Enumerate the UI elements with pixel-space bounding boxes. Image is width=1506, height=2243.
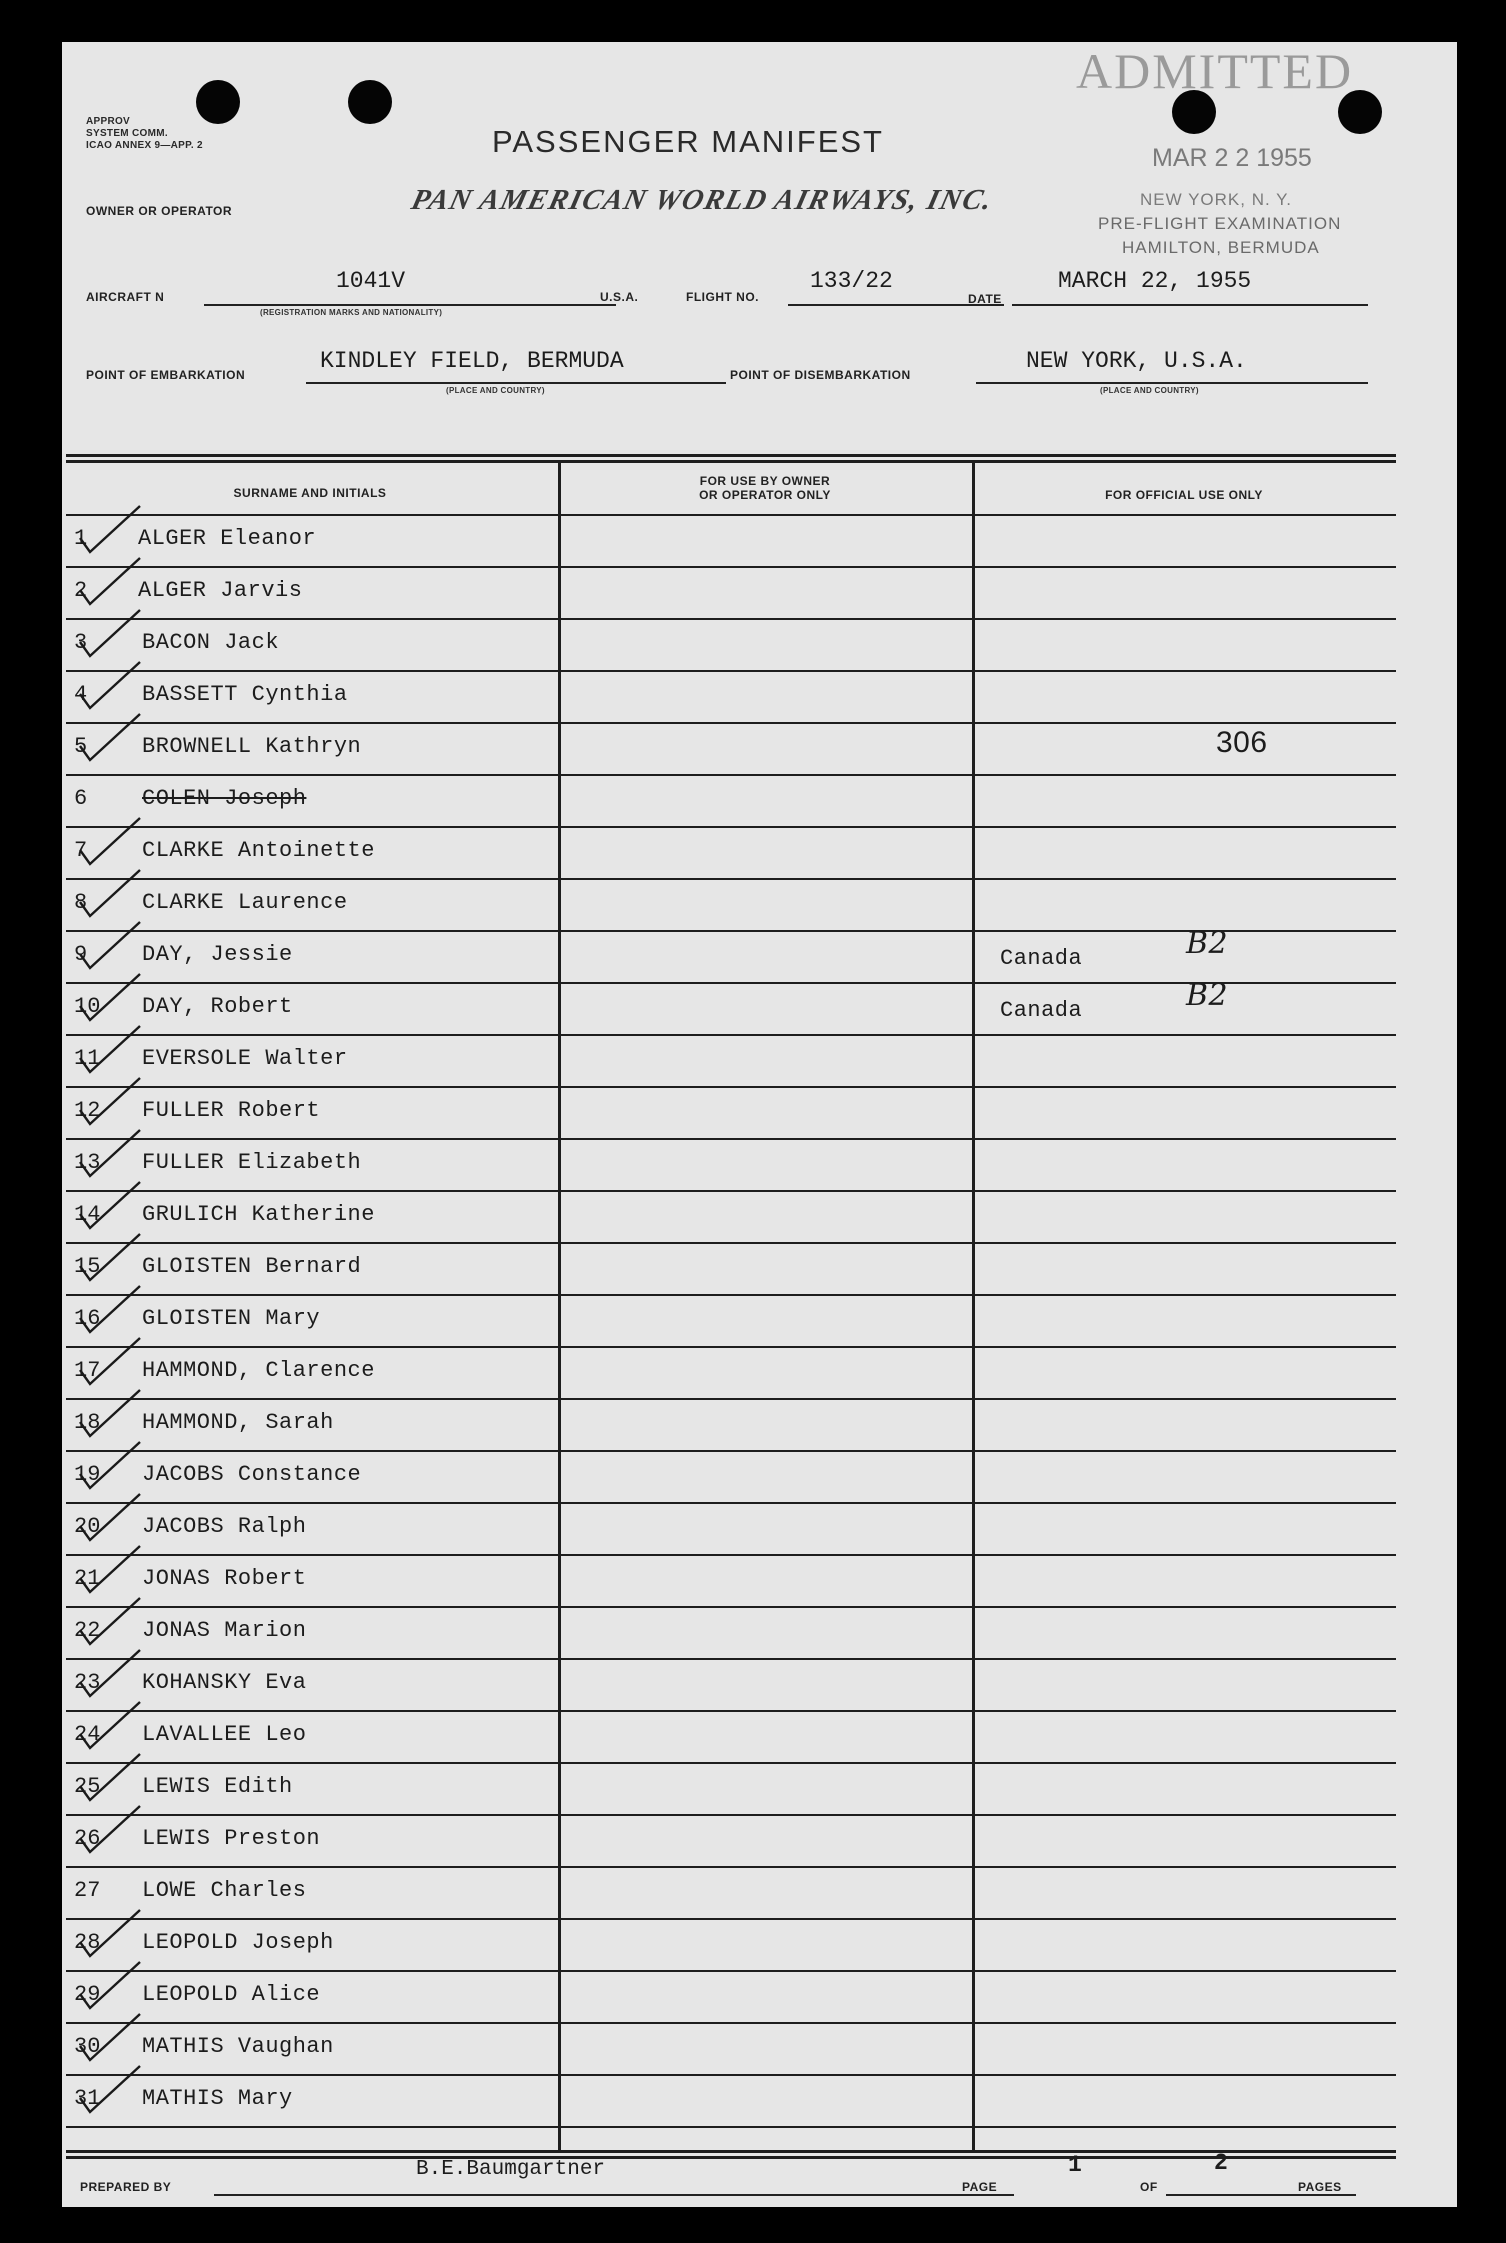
- row-line: [66, 566, 1396, 568]
- column-header-owner-2: OR OPERATOR ONLY: [699, 488, 831, 502]
- aircraft-caption: (REGISTRATION MARKS AND NATIONALITY): [260, 308, 443, 317]
- aircraft-label: AIRCRAFT N: [86, 290, 165, 304]
- passenger-name: EVERSOLE Walter: [142, 1046, 348, 1071]
- stamp-line1: NEW YORK, N. Y.: [1140, 190, 1292, 209]
- passenger-name: HAMMOND, Sarah: [142, 1410, 334, 1435]
- row-number: 10: [74, 994, 101, 1019]
- passenger-name: LAVALLEE Leo: [142, 1722, 307, 1747]
- stamp-line2: PRE-FLIGHT EXAMINATION: [1098, 214, 1342, 233]
- passenger-name: LEWIS Preston: [142, 1826, 321, 1851]
- date-value: MARCH 22, 1955: [1058, 268, 1252, 294]
- disembark-underline: [976, 382, 1368, 384]
- row-number: 5: [74, 734, 88, 759]
- row-line: [66, 1034, 1396, 1036]
- table-top-border: [66, 460, 1396, 463]
- manifest-sheet: [62, 42, 1457, 2207]
- row-number: 24: [74, 1722, 101, 1747]
- row-line: [66, 2074, 1396, 2076]
- check-mark-icon: [76, 1282, 146, 1338]
- row-line: [66, 1138, 1396, 1140]
- passenger-name: JACOBS Constance: [142, 1462, 362, 1487]
- row-line: [66, 1814, 1396, 1816]
- official-nationality: Canada: [1000, 998, 1083, 1023]
- passenger-name: CLARKE Laurence: [142, 890, 348, 915]
- row-line: [66, 2126, 1396, 2128]
- row-line: [66, 670, 1396, 672]
- row-number: 17: [74, 1358, 101, 1383]
- check-mark-icon: [76, 1646, 146, 1702]
- check-mark-icon: [76, 1230, 146, 1286]
- check-mark-icon: [76, 866, 146, 922]
- check-mark-icon: [76, 1386, 146, 1442]
- passenger-name: BACON Jack: [142, 630, 280, 655]
- embark-value: KINDLEY FIELD, BERMUDA: [320, 348, 624, 374]
- passenger-name: ALGER Jarvis: [138, 578, 303, 603]
- check-mark-icon: [76, 710, 146, 766]
- check-mark-icon: [76, 1022, 146, 1078]
- check-mark-icon: [76, 2062, 146, 2118]
- stamp-line3: HAMILTON, BERMUDA: [1122, 238, 1320, 257]
- check-mark-icon: [76, 658, 146, 714]
- row-number: 31: [74, 2086, 101, 2111]
- row-number: 13: [74, 1150, 101, 1175]
- column-divider: [972, 460, 975, 2152]
- usa-label: U.S.A.: [600, 290, 639, 304]
- check-mark-icon: [76, 814, 146, 870]
- row-number: 11: [74, 1046, 101, 1071]
- check-mark-icon: [76, 1750, 146, 1806]
- row-line: [66, 1606, 1396, 1608]
- row-number: 25: [74, 1774, 101, 1799]
- passenger-name: LEOPOLD Joseph: [142, 1930, 334, 1955]
- column-header-owner-1: FOR USE BY OWNER: [699, 474, 831, 488]
- passenger-name: FULLER Elizabeth: [142, 1150, 362, 1175]
- row-number: 29: [74, 1982, 101, 2007]
- official-mark: 306: [1216, 726, 1268, 759]
- row-number: 23: [74, 1670, 101, 1695]
- row-number: 20: [74, 1514, 101, 1539]
- passenger-name: DAY, Jessie: [142, 942, 293, 967]
- row-number: 9: [74, 942, 88, 967]
- passenger-name: MATHIS Vaughan: [142, 2034, 334, 2059]
- passenger-name: LEWIS Edith: [142, 1774, 293, 1799]
- passenger-name: BASSETT Cynthia: [142, 682, 348, 707]
- row-line: [66, 1086, 1396, 1088]
- check-mark-icon: [76, 1490, 146, 1546]
- passenger-name: GLOISTEN Bernard: [142, 1254, 362, 1279]
- punch-hole: [196, 80, 240, 124]
- row-number: 26: [74, 1826, 101, 1851]
- prepared-value: B.E.Baumgartner: [416, 2158, 606, 2181]
- date-label: DATE: [968, 292, 1002, 306]
- passenger-name: BROWNELL Kathryn: [142, 734, 362, 759]
- passenger-name: LOWE Charles: [142, 1878, 307, 1903]
- official-mark: B2: [1186, 926, 1229, 961]
- passenger-name: JONAS Marion: [142, 1618, 307, 1643]
- row-line: [66, 1970, 1396, 1972]
- disembark-label: POINT OF DISEMBARKATION: [730, 368, 911, 382]
- row-line: [66, 1710, 1396, 1712]
- row-line: [66, 1762, 1396, 1764]
- row-line: [66, 774, 1396, 776]
- column-header-official: FOR OFFICIAL USE ONLY: [1105, 488, 1263, 502]
- passenger-name: DAY, Robert: [142, 994, 293, 1019]
- check-mark-icon: [76, 1698, 146, 1754]
- date-underline: [1012, 304, 1368, 306]
- form-ref-line1: APPROV: [86, 116, 131, 127]
- pages-label: PAGES: [1298, 2180, 1342, 2194]
- row-line: [66, 1502, 1396, 1504]
- prepared-label: PREPARED BY: [80, 2180, 172, 2194]
- row-line: [66, 1658, 1396, 1660]
- table-top-border: [66, 454, 1396, 457]
- row-line: [66, 826, 1396, 828]
- aircraft-value: 1041V: [336, 268, 406, 294]
- row-line: [66, 618, 1396, 620]
- check-mark-icon: [76, 554, 146, 610]
- row-number: 21: [74, 1566, 101, 1591]
- row-number: 6: [74, 786, 88, 811]
- passenger-name: GLOISTEN Mary: [142, 1306, 321, 1331]
- flight-value: 133/22: [810, 268, 893, 294]
- disembark-value: NEW YORK, U.S.A.: [1026, 348, 1247, 374]
- airline-name: PAN AMERICAN WORLD AIRWAYS, INC.: [408, 184, 997, 216]
- check-mark-icon: [76, 2010, 146, 2066]
- passenger-name: GRULICH Katherine: [142, 1202, 375, 1227]
- flight-label: FLIGHT NO.: [686, 290, 759, 304]
- page-title: PASSENGER MANIFEST: [492, 124, 884, 159]
- check-mark-icon: [76, 1802, 146, 1858]
- embark-underline: [306, 382, 726, 384]
- passenger-name: ALGER Eleanor: [138, 526, 317, 551]
- column-divider: [558, 460, 561, 2152]
- passenger-name: JACOBS Ralph: [142, 1514, 307, 1539]
- passenger-name: LEOPOLD Alice: [142, 1982, 321, 2007]
- row-number: 22: [74, 1618, 101, 1643]
- row-line: [66, 1346, 1396, 1348]
- row-number: 3: [74, 630, 88, 655]
- row-number: 7: [74, 838, 88, 863]
- row-number: 8: [74, 890, 88, 915]
- stamp-date: MAR 2 2 1955: [1152, 144, 1312, 172]
- row-line: [66, 2022, 1396, 2024]
- row-number: 28: [74, 1930, 101, 1955]
- passenger-name: KOHANSKY Eva: [142, 1670, 307, 1695]
- row-number: 15: [74, 1254, 101, 1279]
- column-header-surname: SURNAME AND INITIALS: [233, 486, 387, 500]
- table-bottom-border: [66, 2156, 1396, 2159]
- check-mark-icon: [76, 1334, 146, 1390]
- official-nationality: Canada: [1000, 946, 1083, 971]
- check-mark-icon: [76, 918, 146, 974]
- row-line: [66, 1190, 1396, 1192]
- of-underline: [1166, 2194, 1356, 2196]
- passenger-name: JONAS Robert: [142, 1566, 307, 1591]
- admitted-stamp: ADMITTED: [1076, 43, 1354, 99]
- row-line: [66, 878, 1396, 880]
- row-number: 18: [74, 1410, 101, 1435]
- owner-label: OWNER OR OPERATOR: [86, 204, 233, 218]
- row-number: 4: [74, 682, 88, 707]
- passenger-name: HAMMOND, Clarence: [142, 1358, 375, 1383]
- passenger-name: FULLER Robert: [142, 1098, 321, 1123]
- check-mark-icon: [76, 1074, 146, 1130]
- prepared-underline: [214, 2194, 1014, 2196]
- disembark-caption: (PLACE AND COUNTRY): [1100, 386, 1199, 395]
- row-number: 12: [74, 1098, 101, 1123]
- row-line: [66, 1242, 1396, 1244]
- of-label: OF: [1140, 2180, 1158, 2194]
- check-mark-icon: [76, 970, 146, 1026]
- row-number: 27: [74, 1878, 101, 1903]
- row-number: 30: [74, 2034, 101, 2059]
- passenger-name: MATHIS Mary: [142, 2086, 293, 2111]
- check-mark-icon: [76, 1126, 146, 1182]
- check-mark-icon: [76, 1542, 146, 1598]
- row-number: 14: [74, 1202, 101, 1227]
- row-line: [66, 1866, 1396, 1868]
- row-line: [66, 514, 1396, 516]
- check-mark-icon: [76, 1438, 146, 1494]
- row-line: [66, 1294, 1396, 1296]
- row-line: [66, 1450, 1396, 1452]
- official-mark: B2: [1186, 978, 1229, 1013]
- of-value: 2: [1214, 2150, 1228, 2176]
- row-number: 1: [74, 526, 88, 551]
- page-label: PAGE: [962, 2180, 998, 2194]
- check-mark-icon: [76, 1594, 146, 1650]
- row-line: [66, 722, 1396, 724]
- passenger-name: CLARKE Antoinette: [142, 838, 375, 863]
- form-ref-line3: ICAO ANNEX 9—APP. 2: [86, 140, 203, 151]
- form-ref-line2: SYSTEM COMM.: [86, 128, 168, 139]
- check-mark-icon: [76, 1958, 146, 2014]
- check-mark-icon: [76, 1906, 146, 1962]
- table-bottom-border: [66, 2150, 1396, 2153]
- page-value: 1: [1068, 2152, 1082, 2178]
- row-number: 2: [74, 578, 88, 603]
- passenger-name: COLEN Joseph: [142, 786, 307, 811]
- check-mark-icon: [76, 502, 146, 558]
- embark-label: POINT OF EMBARKATION: [86, 368, 246, 382]
- aircraft-underline: [204, 304, 616, 306]
- row-line: [66, 1918, 1396, 1920]
- check-mark-icon: [76, 606, 146, 662]
- embark-caption: (PLACE AND COUNTRY): [446, 386, 545, 395]
- punch-hole: [348, 80, 392, 124]
- row-number: 19: [74, 1462, 101, 1487]
- row-line: [66, 1554, 1396, 1556]
- row-line: [66, 1398, 1396, 1400]
- row-number: 16: [74, 1306, 101, 1331]
- check-mark-icon: [76, 1178, 146, 1234]
